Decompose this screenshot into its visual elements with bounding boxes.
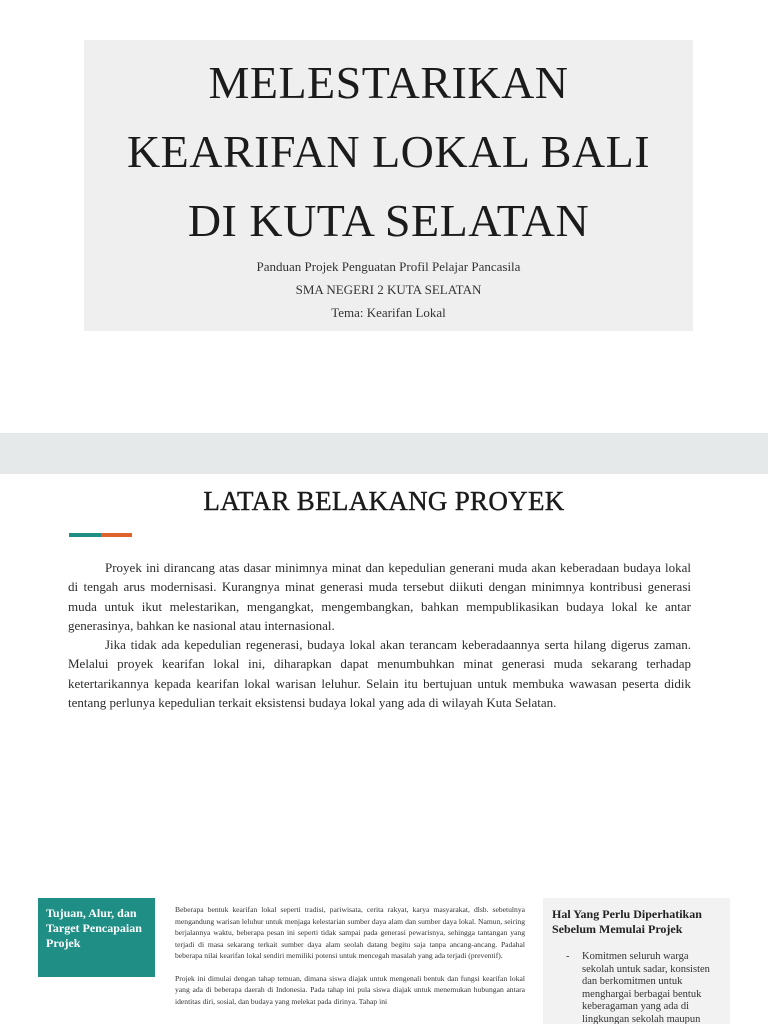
list-item-text: Komitmen seluruh warga sekolah untuk sadar, konsisten dan berkomitmen untuk menghargai berbagai bentuk keberagaman yang ada di lingkungan sekolah maupun [582, 951, 710, 1024]
body-paragraph: Beberapa bentuk kearifan lokal seperti tradisi, pariwisata, cerita rakyat, karya masyarakat, dlsb. sebetulnya mengandung warisan leluhur untuk menjaga kelestarian sumber daya alam dan sumber daya lokal. Namun, seiring berjalannya waktu, beberapa pesan ini seperti tidak sampai pada generasi pewarisnya, sehingga tantangan yang terjadi di masa sekarang terkait sumber daya alam seolah datang begitu saja tanpa ancang-ancang. Padahal beberapa nilai kearifan lokal sendiri memiliki potensi untuk mencegah masalah yang ada terjadi (preventif). [175, 905, 525, 960]
notes-box [543, 898, 730, 1024]
document-title [84, 40, 693, 255]
goals-body [175, 904, 525, 1024]
background-body [68, 558, 691, 712]
section-divider-band [0, 433, 768, 474]
goals-label-box [38, 898, 155, 977]
theme-line: Tema: Kearifan Lokal [331, 305, 446, 320]
section-heading: LATAR BELAKANG PROYEK [203, 486, 565, 516]
accent-bar-teal [69, 533, 101, 537]
notes-list [552, 951, 722, 1024]
body-paragraph: Jika tidak ada kepedulian regenerasi, budaya lokal akan terancam keberadaannya serta hilang digerus zaman. Melalui proyek kearifan lokal ini, diharapkan dapat menumbuhkan minat generasi muda sekarang terhadap ketertarikannya kepada kearifan lokal warisan leluhur. Selain itu bertujuan untuk membuka wawasan peserta didik tentang perlunya kepedulian terkait eksistensi budaya lokal yang ada di wilayah Kuta Selatan. [68, 637, 691, 711]
list-item [552, 951, 722, 1024]
goals-label: Tujuan, Alur, dan Target Pencapaian Projek [46, 906, 142, 950]
body-paragraph: Proyek ini dirancang atas dasar minimnya minat dan kepedulian generani muda akan keberadaan budaya lokal di tengah arus modernisasi. Kurangnya minat generasi muda tersebut diikuti dengan minimnya kontribusi generasi muda untuk ikut melestarikan, mengangkat, mengembangkan, bahkan mempublikasikan budaya lokal ke antar generasinya, bahkan ke nasional atau internasional. [68, 560, 691, 633]
accent-bar-orange [101, 533, 132, 537]
cover-title-box [84, 40, 693, 331]
title-line: DI KUTA SELATAN [187, 195, 590, 246]
notes-title: Hal Yang Perlu Diperhatikan Sebelum Memulai Projek [552, 907, 702, 936]
school-name: SMA NEGERI 2 KUTA SELATAN [295, 282, 482, 297]
list-bullet: - [566, 951, 570, 962]
subtitle-line: Panduan Projek Penguatan Profil Pelajar Pancasila [256, 259, 521, 274]
document-subtitle [84, 255, 693, 324]
title-line: KEARIFAN LOKAL BALI [126, 126, 651, 177]
body-paragraph: Projek ini dimulai dengan tahap temuan, dimana siswa diajak untuk mengenali bentuk dan fungsi kearifan lokal yang ada di beberapa daerah di Indonesia. Pada tahap ini pula siswa diajak untuk menemukan hubungan antara identitas diri, sosial, dan budaya yang melekat pada dirinya. Tahap ini [175, 973, 525, 1006]
title-line: MELESTARIKAN [208, 57, 569, 108]
